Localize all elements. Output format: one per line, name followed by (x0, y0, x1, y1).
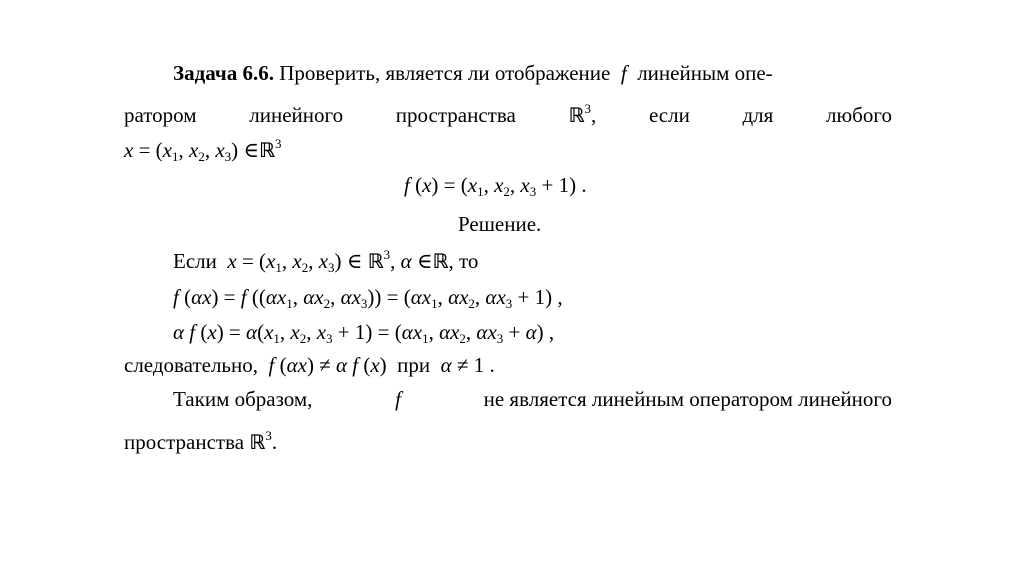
math-r3: ℝ$^3$, (568, 101, 597, 127)
word-linear: линейного (249, 103, 344, 127)
math-f-alpha-x: f (αx) = f (($\alpha x_1$, $\alpha x_2$, $\alpha x_3)) = (\alpha x_1$, $\alpha x_2$, $\alpha x_3 + 1$) , (173, 285, 563, 311)
word-if: если (648, 103, 690, 127)
word-space: пространства (395, 103, 516, 127)
word-consequently: следовательно, (124, 353, 258, 377)
math-r3-final: ℝ$^3$. (249, 428, 278, 454)
word-any: любого (826, 103, 892, 127)
problem-text-rest: линейным опе- (637, 61, 773, 85)
word-operator: ратором (124, 103, 197, 127)
word-not-linear: не является линейным оператором линейного (483, 387, 892, 411)
conclusion-line-1 (173, 387, 892, 411)
math-alpha-f-x: α f $(x) = \alpha(x_1$, $x_2$, $x_3 + 1) = (\alpha x_1$, $\alpha x_2$, $\alpha x_3 + \alpha$) , (173, 320, 555, 346)
word-then: то (458, 249, 479, 273)
word-if-sol: Если (173, 249, 217, 273)
solution-line-4 (124, 353, 495, 377)
word-when: при (397, 353, 431, 377)
math-x-definition: $x = (x_1$, $x_2$, $x_3$) ∈ℝ$^3$ (124, 136, 282, 164)
problem-title-line (173, 61, 773, 85)
problem-label: Задача 6.6. (173, 61, 274, 85)
problem-text: Проверить, является ли отображение (279, 61, 611, 85)
math-alpha-neq-1: α ≠ 1 . (435, 353, 495, 377)
math-inequality: f (αx) ≠ α f (x) (263, 353, 387, 377)
math-f-definition: f $(x) = (x_1$, $x_2$, $x_3 + 1$) . (404, 173, 587, 199)
word-for: для (742, 103, 774, 127)
problem-line-2 (124, 103, 892, 127)
word-space-final: пространства (124, 430, 245, 454)
word-thus: Таким образом, (173, 387, 313, 411)
solution-heading: Решение. (458, 212, 542, 236)
solution-line-1 (173, 249, 478, 273)
math-f-conclusion: f (395, 387, 401, 411)
math-f: f (615, 61, 632, 85)
math-x-in-r3: $x = (x_1$, $x_2$, $x_3$) ∈ ℝ$^3$, α ∈ℝ, (222, 247, 454, 275)
conclusion-line-2 (124, 430, 277, 454)
